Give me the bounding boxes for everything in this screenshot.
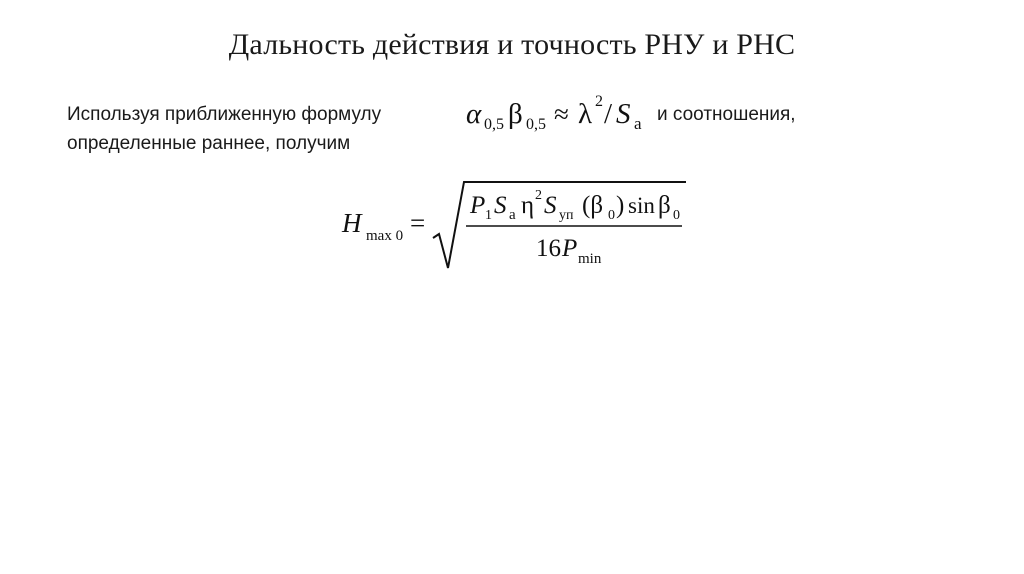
- main-equals: =: [410, 208, 426, 238]
- main-h: H: [342, 208, 362, 238]
- slide-title: Дальность действия и точность РНУ и РНС: [228, 28, 796, 61]
- main-h-sub: max 0: [366, 228, 404, 244]
- num-eta-sup: 2: [535, 188, 542, 203]
- formula-beta: β: [508, 98, 523, 130]
- den-p-sub: min: [578, 251, 602, 267]
- num-beta-arg-sub: 0: [608, 208, 615, 223]
- formula-s-sub: а: [634, 114, 642, 133]
- num-s: S: [494, 192, 507, 219]
- num-s2: S: [544, 192, 557, 219]
- formula-alpha-sub: 0,5: [484, 116, 504, 133]
- text-line1-after: и соотношения,: [657, 104, 796, 125]
- num-beta-arg-close: ): [616, 192, 625, 219]
- formula-lambda-sup: 2: [595, 93, 603, 110]
- den-p: P: [562, 235, 578, 262]
- num-p-sub: 1: [485, 208, 492, 223]
- num-sin: sin: [628, 193, 655, 218]
- formula-alpha: α: [466, 98, 482, 130]
- formula-beta-sub: 0,5: [526, 116, 546, 133]
- num-s-sub: а: [509, 207, 516, 223]
- num-s2-sub: уп: [559, 208, 574, 223]
- num-p: P: [470, 192, 486, 219]
- num-beta-arg: (β: [582, 192, 604, 219]
- main-formula: [338, 168, 688, 272]
- num-sin-beta: β: [658, 192, 671, 219]
- formula-approx: ≈: [554, 99, 569, 129]
- den-16: 16: [536, 235, 561, 262]
- num-sin-beta-sub: 0: [673, 208, 680, 223]
- formula-slash: /: [604, 98, 613, 130]
- text-line2: определенные раннее, получим: [67, 133, 351, 154]
- text-line1-before: Используя приближенную формулу: [67, 104, 382, 125]
- formula-s: S: [616, 98, 631, 130]
- inline-formula: [462, 90, 652, 136]
- formula-lambda: λ: [578, 98, 593, 130]
- num-eta: η: [521, 192, 535, 219]
